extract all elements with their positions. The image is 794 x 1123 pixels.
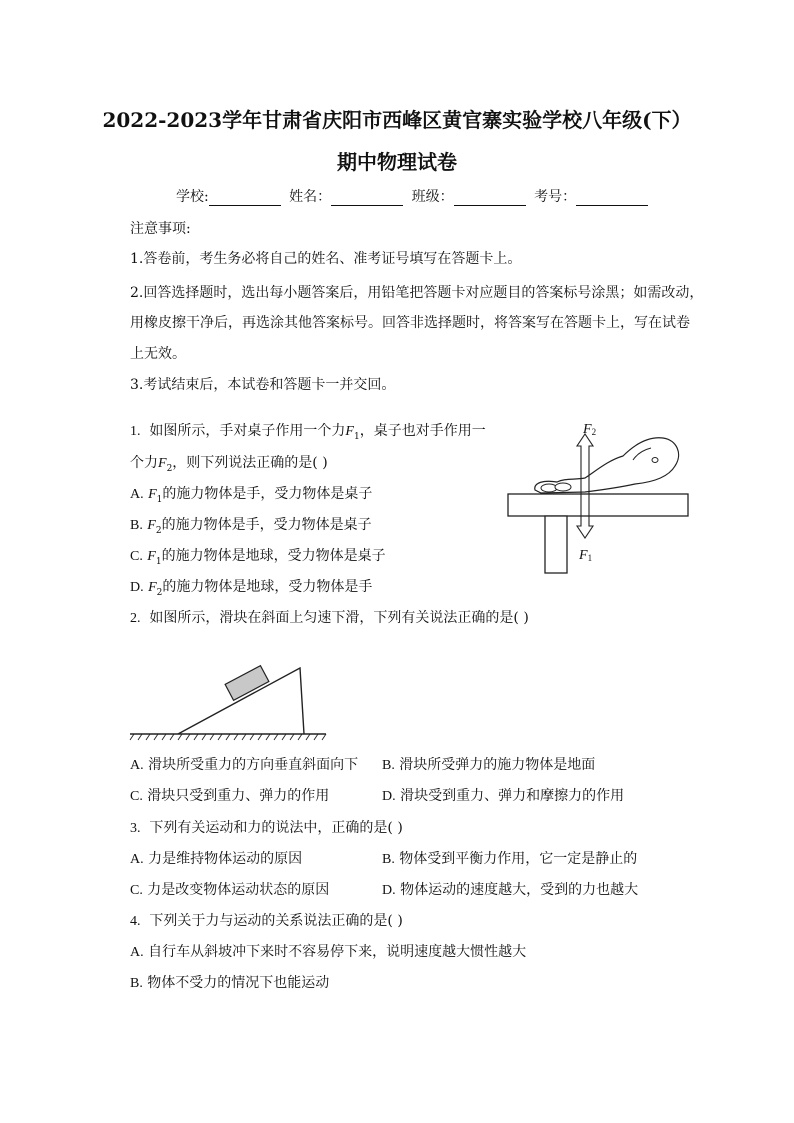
question-1-stem: 1. 如图所示，手对桌子作用一个力$F_1$，桌子也对手作用一 — [130, 423, 486, 442]
sliding-block — [225, 666, 269, 701]
option-d[interactable]: D. $F_2$的施力物体是地球，受力物体是手 — [130, 579, 373, 598]
student-info-line — [176, 186, 652, 206]
school-label: 学校: — [176, 189, 209, 205]
option-b[interactable]: B. $F_2$的施力物体是手，受力物体是桌子 — [130, 517, 372, 536]
exam-number-field[interactable] — [576, 191, 648, 206]
incline-figure — [128, 660, 328, 745]
option-c[interactable]: C. 滑块只受到重力、弹力的作用 — [130, 788, 330, 804]
notice-item: 1.答卷前，考生务必将自己的姓名、准考证号填写在答题卡上。 — [130, 251, 522, 267]
class-field[interactable] — [454, 191, 526, 206]
question-number: 3. — [130, 821, 141, 836]
question-3-stem: 3. 下列有关运动和力的说法中，正确的是( ) — [130, 820, 403, 836]
exam-number-label: 考号： — [534, 189, 577, 205]
school-field[interactable] — [209, 191, 281, 206]
notice-item: 用橡皮擦干净后，再选涂其他答案标号。回答非选择题时，将答案写在答题卡上，写在试卷 — [130, 315, 690, 331]
option-c[interactable]: C. $F_1$的施力物体是地球，受力物体是桌子 — [130, 548, 386, 567]
option-a[interactable]: A. 自行车从斜坡冲下来时不容易停下来，说明速度越大惯性越大 — [130, 944, 527, 960]
notice-heading: 注意事项: — [130, 221, 191, 237]
question-2-stem: 2. 如图所示，滑块在斜面上匀速下滑，下列有关说法正确的是( ) — [130, 610, 529, 626]
notice-item: 3.考试结束后，本试卷和答题卡一并交回。 — [130, 377, 396, 393]
question-4-stem: 4. 下列关于力与运动的关系说法正确的是( ) — [130, 913, 403, 929]
exam-subtitle: 期中物理试卷 — [337, 150, 457, 174]
notice-item: 上无效。 — [130, 346, 186, 362]
question-number: 1. — [130, 424, 141, 439]
hand-table-figure — [505, 420, 695, 580]
option-a[interactable]: A. 滑块所受重力的方向垂直斜面向下 — [130, 757, 359, 773]
notice-item: 2.回答选择题时，选出每小题答案后，用铅笔把答题卡对应题目的答案标号涂黑；如需改动， — [130, 285, 704, 301]
option-d[interactable]: D. 滑块受到重力、弹力和摩擦力的作用 — [382, 788, 625, 804]
option-b[interactable]: B. 物体受到平衡力作用，它一定是静止的 — [382, 851, 638, 867]
option-b[interactable]: B. 滑块所受弹力的施力物体是地面 — [382, 757, 596, 773]
question-number: 2. — [130, 611, 141, 626]
ground-hatching — [130, 734, 326, 740]
table-top — [508, 494, 688, 516]
question-number: 4. — [130, 914, 141, 929]
name-field[interactable] — [331, 191, 403, 206]
f1-label: F1 — [579, 548, 593, 563]
option-d[interactable]: D. 物体运动的速度越大，受到的力也越大 — [382, 882, 639, 898]
table-leg — [545, 516, 567, 573]
question-1-stem-cont: 个力$F_2$，则下列说法正确的是( ) — [130, 455, 328, 474]
option-c[interactable]: C. 力是改变物体运动状态的原因 — [130, 882, 330, 898]
option-b[interactable]: B. 物体不受力的情况下也能运动 — [130, 975, 330, 991]
f2-label: F2 — [583, 422, 597, 437]
class-label: 班级： — [411, 189, 454, 205]
name-label: 姓名： — [289, 189, 332, 205]
option-a[interactable]: A. $F_1$的施力物体是手，受力物体是桌子 — [130, 486, 373, 505]
option-a[interactable]: A. 力是维持物体运动的原因 — [130, 851, 303, 867]
exam-title: 2022-2023学年甘肃省庆阳市西峰区黄官寨实验学校八年级(下） — [102, 108, 692, 132]
